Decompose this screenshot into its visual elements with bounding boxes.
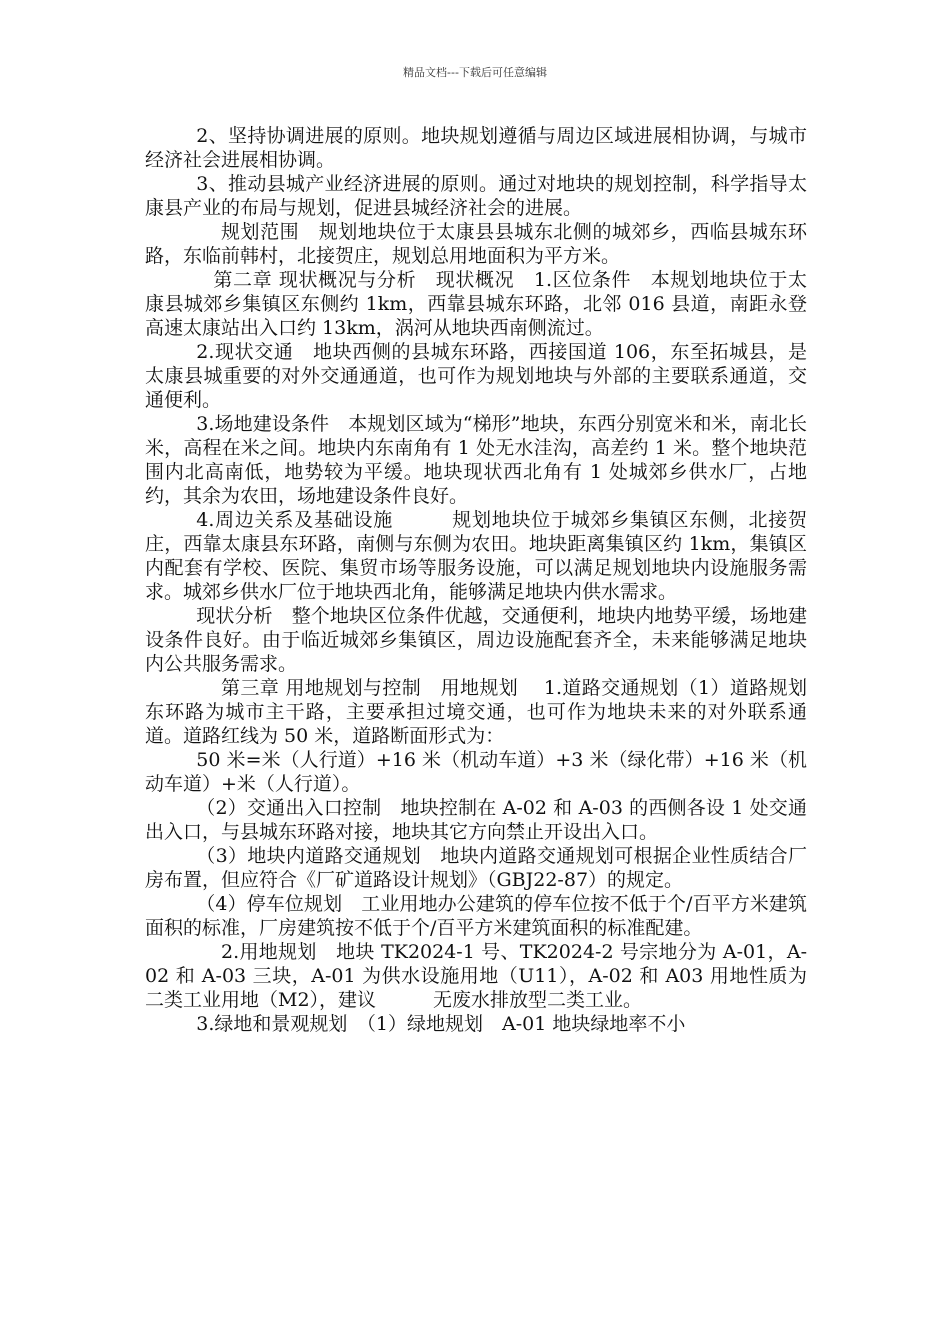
paragraph: 4.周边关系及基础设施 规划地块位于城郊乡集镇区东侧，北接贺庄，西靠太康县东环路，南侧与东侧为农田。地块距离集镇区约 1km，集镇区内配套有学校、医院、集贸市场等服务设施，可以满足规划地块内设施服务需求。城郊乡供水厂位于地块西北角，能够满足地块内供水需求。: [145, 509, 807, 603]
paragraph: 3.场地建设条件 本规划区域为“梯形”地块，东西分别宽米和米，南北长米，高程在米之间。地块内东南角有 1 处无水洼沟，高差约 1 米。整个地块范围内北高南低，地势较为平缓。地块现状西北角有 1 处城郊乡供水厂，占地约，其余为农田，场地建设条件良好。: [145, 413, 807, 507]
paragraph: 2.用地规划 地块 TK2024-1 号、TK2024-2 号宗地分为 A-01，A-02 和 A-03 三块，A-01 为供水设施用地（U11），A-02 和 A03 用地性质为二类工业用地（M2），建议 无废水排放型二类工业。: [145, 941, 807, 1011]
paragraph: 2.现状交通 地块西侧的县城东环路，西接国道 106，东至拓城县，是太康县城重要的对外交通通道，也可作为规划地块与外部的主要联系通道，交通便利。: [145, 341, 807, 411]
paragraph: 现状分析 整个地块区位条件优越，交通便利，地块内地势平缓，场地建设条件良好。由于临近城郊乡集镇区，周边设施配套齐全，未来能够满足地块内公共服务需求。: [145, 605, 807, 675]
page-header: 精品文档---下载后可任意编辑: [403, 66, 547, 79]
paragraph: 3.绿地和景观规划 （1）绿地规划 A-01 地块绿地率不小: [196, 1013, 686, 1035]
paragraph: （2）交通出入口控制 地块控制在 A-02 和 A-03 的西侧各设 1 处交通出入口，与县城东环路对接，地块其它方向禁止开设出入口。: [145, 797, 807, 843]
paragraph: 3、推动县城产业经济进展的原则。通过对地块的规划控制，科学指导太康县产业的布局与规划，促进县城经济社会的进展。: [145, 173, 807, 219]
chapter-paragraph: 第二章 现状概况与分析 现状概况 1.区位条件 本规划地块位于太康县城郊乡集镇区东侧约 1km，西靠县城东环路，北邻 016 县道，南距永登高速太康站出入口约 13km，涡河从地块西南侧流过。: [145, 269, 807, 339]
paragraph: 50 米=米（人行道）+16 米（机动车道）+3 米（绿化带）+16 米（机动车道）+米（人行道）。: [145, 749, 807, 795]
paragraph: （4）停车位规划 工业用地办公建筑的停车位按不低于个/百平方米建筑面积的标准，厂房建筑按不低于个/百平方米建筑面积的标准配建。: [145, 893, 807, 939]
paragraph: 2、坚持协调进展的原则。地块规划遵循与周边区域进展相协调，与城市经济社会进展相协调。: [145, 125, 807, 171]
paragraph: （3）地块内道路交通规划 地块内道路交通规划可根据企业性质结合厂房布置，但应符合《厂矿道路设计规划》（GBJ22-87）的规定。: [145, 845, 807, 891]
paragraph: 规划范围 规划地块位于太康县县城东北侧的城郊乡，西临县城东环路，东临前韩村，北接贺庄，规划总用地面积为平方米。: [145, 221, 807, 267]
document-body: [145, 124, 827, 1036]
chapter-paragraph: 第三章 用地规划与控制 用地规划 1.道路交通规划（1）道路规划 东环路为城市主干路，主要承担过境交通，也可作为地块未来的对外联系通道。道路红线为 50 米，道路断面形式为：: [145, 677, 827, 747]
